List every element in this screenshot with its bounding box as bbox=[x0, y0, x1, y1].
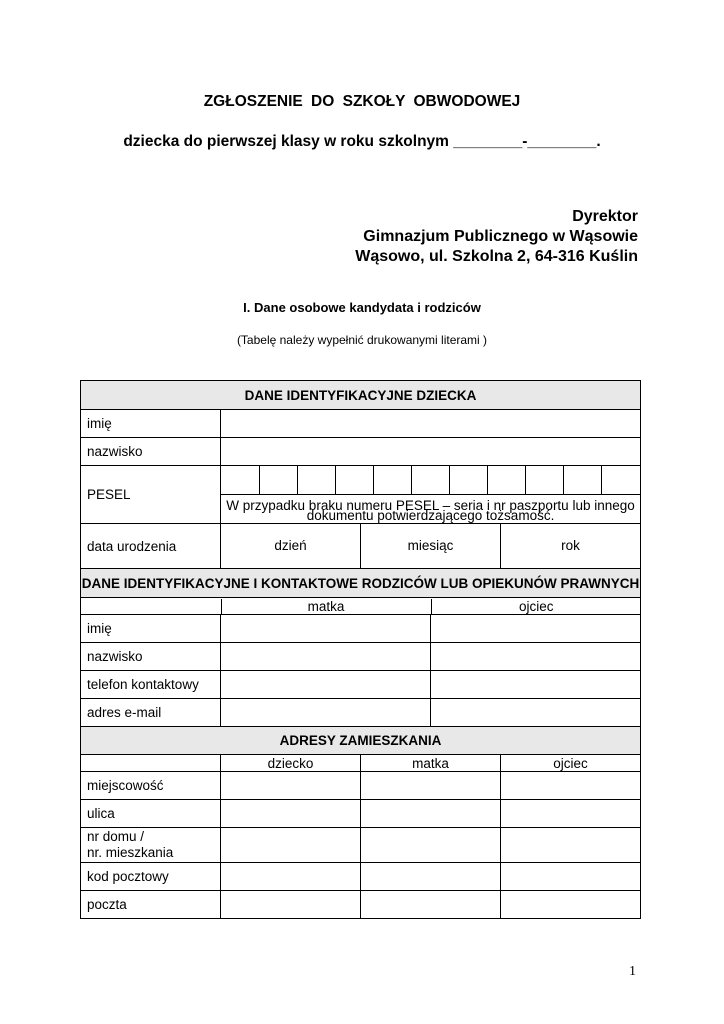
house-number-label bbox=[81, 828, 221, 863]
pesel-digit-box[interactable] bbox=[297, 466, 335, 494]
director-address bbox=[355, 207, 638, 267]
birth-day-label: dzień bbox=[274, 538, 307, 553]
pesel-digit-box[interactable] bbox=[526, 466, 564, 494]
section-title: I. Dane osobowe kandydata i rodziców bbox=[243, 300, 481, 315]
father-street-field[interactable] bbox=[501, 800, 641, 828]
father-address-column-header: ojciec bbox=[501, 755, 641, 772]
director-line-2: Gimnazjum Publicznego w Wąsowie bbox=[363, 228, 638, 245]
father-first-name-field[interactable] bbox=[431, 615, 641, 643]
mother-street-field[interactable] bbox=[361, 800, 501, 828]
child-postcode-field[interactable] bbox=[221, 863, 361, 891]
father-column-header: ojciec bbox=[518, 598, 554, 614]
child-address-column-header: dziecko bbox=[221, 755, 361, 772]
mother-post-office-field[interactable] bbox=[361, 891, 501, 919]
child-section-header: DANE IDENTYFIKACYJNE DZIECKA bbox=[81, 381, 641, 410]
form-subtitle: dziecka do pierwszej klasy w roku szkolnym ________-________. bbox=[123, 133, 601, 150]
father-phone-field[interactable] bbox=[431, 671, 641, 699]
house-number-label-line-1: nr domu / bbox=[87, 829, 145, 844]
parent-phone-label: telefon kontaktowy bbox=[81, 671, 221, 699]
father-post-office-field[interactable] bbox=[501, 891, 641, 919]
child-post-office-field[interactable] bbox=[221, 891, 361, 919]
child-city-field[interactable] bbox=[221, 772, 361, 800]
child-last-name-label: nazwisko bbox=[81, 438, 221, 466]
postcode-label: kod pocztowy bbox=[81, 863, 221, 891]
birth-month-label: miesiąc bbox=[407, 538, 454, 553]
parent-first-name-label: imię bbox=[81, 615, 221, 643]
pesel-digit-box[interactable] bbox=[488, 466, 526, 494]
mother-postcode-field[interactable] bbox=[361, 863, 501, 891]
director-line-1: Dyrektor bbox=[572, 208, 638, 225]
birth-day-field[interactable] bbox=[221, 524, 361, 569]
pesel-boxes bbox=[221, 466, 641, 495]
section-note: (Tabelę należy wypełnić drukowanymi literami ) bbox=[236, 333, 488, 347]
father-last-name-field[interactable] bbox=[431, 643, 641, 671]
child-pesel-label: PESEL bbox=[81, 466, 221, 524]
pesel-digit-box[interactable] bbox=[373, 466, 411, 494]
child-last-name-field[interactable] bbox=[221, 438, 641, 466]
mother-address-column-header: matka bbox=[361, 755, 501, 772]
parent-last-name-label: nazwisko bbox=[81, 643, 221, 671]
city-label: miejscowość bbox=[81, 772, 221, 800]
pesel-note: W przypadku braku numeru PESEL – seria i nr paszportu lub innego dokumentu potwierdzającego tożsamość. bbox=[221, 495, 641, 524]
form-title: ZGŁOSZENIE DO SZKOŁY OBWODOWEJ bbox=[203, 93, 521, 110]
mother-city-field[interactable] bbox=[361, 772, 501, 800]
child-house-number-field[interactable] bbox=[221, 828, 361, 863]
father-postcode-field[interactable] bbox=[501, 863, 641, 891]
parent-email-label: adres e-mail bbox=[81, 699, 221, 727]
mother-house-number-field[interactable] bbox=[361, 828, 501, 863]
child-first-name-label: imię bbox=[81, 410, 221, 438]
child-street-field[interactable] bbox=[221, 800, 361, 828]
pesel-digit-box[interactable] bbox=[450, 466, 488, 494]
street-label: ulica bbox=[81, 800, 221, 828]
mother-column-header: matka bbox=[221, 599, 431, 614]
father-city-field[interactable] bbox=[501, 772, 641, 800]
pesel-digit-box[interactable] bbox=[564, 466, 602, 494]
page-number: 1 bbox=[629, 964, 636, 979]
personal-data-table bbox=[80, 380, 641, 919]
parents-section-header: DANE IDENTYFIKACYJNE I KONTAKTOWE RODZICÓW LUB OPIEKUNÓW PRAWNYCH bbox=[81, 569, 641, 598]
mother-first-name-field[interactable] bbox=[221, 615, 431, 643]
father-house-number-field[interactable] bbox=[501, 828, 641, 863]
mother-email-field[interactable] bbox=[221, 699, 431, 727]
father-email-field[interactable] bbox=[431, 699, 641, 727]
director-line-3: Wąsowo, ul. Szkolna 2, 64-316 Kuślin bbox=[355, 248, 638, 265]
child-first-name-field[interactable] bbox=[221, 410, 641, 438]
birth-year-label: rok bbox=[561, 538, 580, 553]
birth-year-field[interactable] bbox=[501, 524, 641, 569]
pesel-digit-box[interactable] bbox=[259, 466, 297, 494]
child-birth-date-label: data urodzenia bbox=[81, 524, 221, 569]
pesel-digit-box[interactable] bbox=[411, 466, 449, 494]
mother-last-name-field[interactable] bbox=[221, 643, 431, 671]
post-office-label: poczta bbox=[81, 891, 221, 919]
mother-phone-field[interactable] bbox=[221, 671, 431, 699]
parents-column-headers bbox=[81, 598, 641, 615]
birth-month-field[interactable] bbox=[361, 524, 501, 569]
pesel-digit-box[interactable] bbox=[335, 466, 373, 494]
pesel-digit-box[interactable] bbox=[221, 466, 259, 494]
addresses-section-header: ADRESY ZAMIESZKANIA bbox=[81, 727, 641, 755]
house-number-label-line-2: nr. mieszkania bbox=[87, 845, 174, 860]
pesel-digit-box[interactable] bbox=[602, 466, 640, 494]
